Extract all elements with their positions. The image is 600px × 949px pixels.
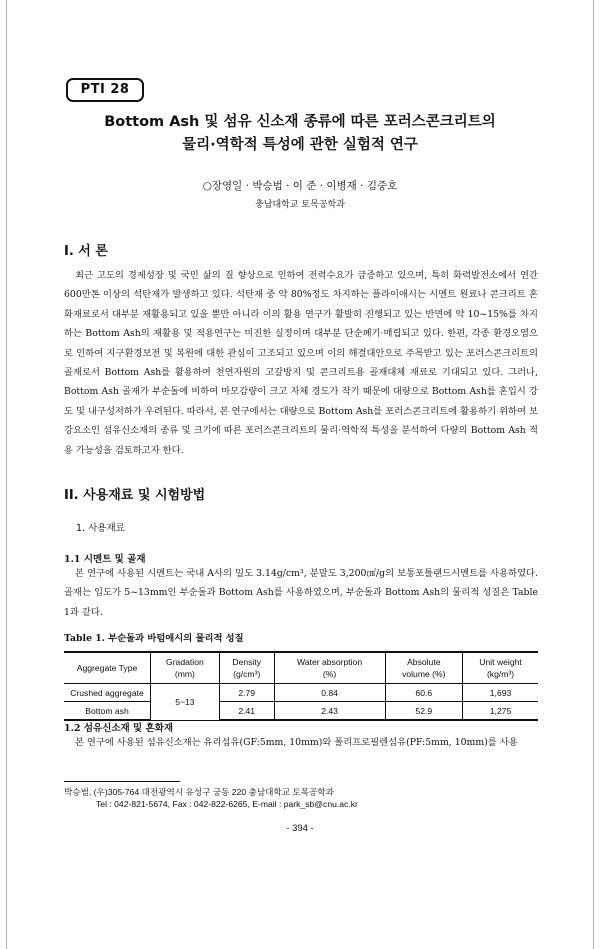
cell-unit-weight: 1,693 bbox=[463, 684, 538, 702]
section-heading-methods: II. 사용재료 및 시험방법 bbox=[64, 488, 206, 503]
table-row bbox=[64, 684, 538, 702]
paper-title-line2: 물리·역학적 특성에 관한 실험적 연구 bbox=[182, 137, 418, 153]
author-list: ○장영일 · 박승범 · 이 준 · 이병재 · 김중호 bbox=[202, 180, 398, 192]
header-gradation: Gradation (mm) bbox=[151, 652, 220, 684]
material-properties-table bbox=[64, 651, 538, 721]
session-tag: PTI 28 bbox=[66, 78, 144, 102]
cell-gradation: 5~13 bbox=[151, 684, 220, 721]
section-heading-intro: I. 서 론 bbox=[64, 244, 108, 259]
cell-unit-weight: 1,275 bbox=[463, 702, 538, 721]
cell-type: Bottom ash bbox=[64, 702, 151, 721]
subsection-cement-aggregate: 1.1 시멘트 및 골재 bbox=[64, 554, 146, 565]
table-caption: Table 1. 부순돌과 바텀애시의 물리적 성질 bbox=[64, 633, 244, 644]
cell-volume: 52.9 bbox=[385, 702, 463, 721]
page-number: - 394 - bbox=[286, 823, 314, 834]
page-edge-right bbox=[593, 0, 594, 949]
footnote-address: 박승범, (우)305-764 대전광역시 유성구 궁동 220 충남대학교 토목공학과 bbox=[64, 787, 334, 797]
cement-paragraph: 본 연구에 사용된 시멘트는 국내 A사의 밀도 3.14g/cm³, 분말도 3,200㎠/g의 보통포틀랜드시멘트를 사용하였다. 골재는 입도가 5~13mm인 부순돌과 Bottom Ash를 사용하였으며, 부순돌과 Bottom Ash의 물리적 성질은 Table 1과 같다. bbox=[64, 568, 538, 618]
footnote-rule bbox=[64, 781, 180, 782]
intro-paragraph: 최근 고도의 경제성장 및 국민 삶의 질 향상으로 인하여 전력수요가 급증하고 있으며, 특히 화력발전소에서 연간 600만톤 이상의 석탄재가 발생하고 있다. 석탄재 중 약 80%정도 차지하는 플라이애시는 시멘트 원료나 콘크리트 혼화재료로서 대부분 재활용되고 있을 뿐만 아니라 이의 활용 연구가 활발히 진행되고 있는 반면에 약 10~15%를 차지하는 Bottom Ash의 재활용 및 적용연구는 미진한 실정이며 대부분 단순폐기·매립되고 있다. 한편, 각종 환경오염으로 인하여 지구환경보전 및 복원에 대한 관심이 고조되고 있으며 이의 해결대안으로 주목받고 있는 포러스콘크리트의 골재로서 Bottom Ash를 활용하여 천연자원의 고갈방지 및 콘크리트용 골재대체 재료로 기대되고 있다. 그러나, Bottom Ash 골재가 부순돌에 비하여 마모감량이 크고 자체 경도가 작기 때문에 대량으로 Bottom Ash를 혼입시 강도 및 내구성저하가 우려된다. 따라서, 본 연구에서는 대량으로 Bottom Ash를 포러스콘크리트에 활용하기 위하여 보강요소인 섬유신소재의 종류 및 크기에 따른 포러스콘크리트의 물리·역학적 특성을 분석하여 다량의 Bottom Ash 적용 가능성을 검토하고자 한다. bbox=[64, 270, 538, 456]
footnote-contact: Tel : 042-821-5674, Fax : 042-822-6265, E-mail : park_sb@cnu.ac.kr bbox=[96, 799, 358, 809]
cell-density: 2.79 bbox=[219, 684, 274, 702]
cell-absorption: 2.43 bbox=[274, 702, 385, 721]
subsection-materials: 1. 사용재료 bbox=[76, 523, 125, 534]
cell-volume: 60.6 bbox=[385, 684, 463, 702]
fiber-paragraph: 본 연구에 사용된 섬유신소재는 유리섬유(GF:5mm, 10mm)와 폴리프로필렌섬유(PF:5mm, 10mm)를 사용 bbox=[75, 737, 518, 748]
header-unit-weight: Unit weight (kg/m³) bbox=[463, 652, 538, 684]
header-density: Density (g/cm³) bbox=[219, 652, 274, 684]
cell-absorption: 0.84 bbox=[274, 684, 385, 702]
page-edge-left bbox=[6, 0, 7, 949]
header-water-absorption: Water absorption (%) bbox=[274, 652, 385, 684]
header-aggregate-type: Aggregate Type bbox=[64, 652, 151, 684]
cell-density: 2.41 bbox=[219, 702, 274, 721]
header-absolute-volume: Absolute volume (%) bbox=[385, 652, 463, 684]
subsection-fiber-admixture: 1.2 섬유신소재 및 혼화재 bbox=[64, 723, 174, 734]
paper-title-line1: Bottom Ash 및 섬유 신소재 종류에 따른 포러스콘크리트의 bbox=[104, 114, 496, 130]
table-header-row bbox=[64, 652, 538, 684]
cell-type: Crushed aggregate bbox=[64, 684, 151, 702]
table-row bbox=[64, 702, 538, 721]
affiliation: 충남대학교 토목공학과 bbox=[255, 200, 345, 210]
